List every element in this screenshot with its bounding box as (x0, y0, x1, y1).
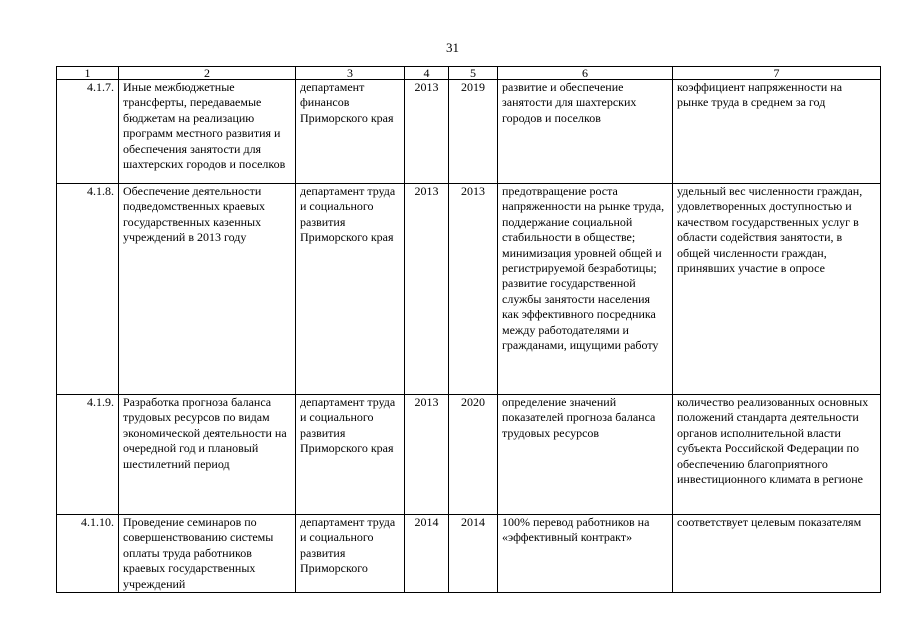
end-year: 2014 (449, 515, 498, 593)
measure-name: Разработка прогноза баланса трудовых ресурсов по видам экономической деятельности на очередной год и плановый шестилетний период (119, 395, 296, 515)
executor-text: департамент труда и социального развития Приморского (300, 515, 396, 576)
end-year: 2013 (449, 184, 498, 395)
column-header-4: 4 (405, 67, 449, 80)
measures-table (56, 66, 881, 593)
indicator: количество реализованных основных положений стандарта деятельности органов исполнительной власти субъекта Российской Федерации по обеспечению благоприятного инвестиционного климата в регионе (673, 395, 881, 515)
expected-result: развитие и обеспечение занятости для шахтерских городов и поселков (498, 80, 673, 184)
table-row (57, 80, 881, 184)
expected-result: предотвращение роста напряженности на рынке труда, поддержание социальной стабильности в обществе; минимизация уровней общей и регистрируемой безработицы; развитие государственной службы занятости населения как эффективного посредника между работодателями и гражданами, ищущими работу (498, 184, 673, 395)
start-year: 2013 (405, 395, 449, 515)
row-number: 4.1.9. (57, 395, 119, 515)
executor (296, 515, 405, 593)
row-number: 4.1.8. (57, 184, 119, 395)
measure-name: Проведение семинаров по совершенствованию системы оплаты труда работников краевых государственных учреждений (119, 515, 296, 593)
expected-result: 100% перевод работников на «эффективный контракт» (498, 515, 673, 593)
executor: департамент труда и социального развития Приморского края (296, 184, 405, 395)
page-number: 31 (446, 40, 459, 55)
measure-name: Иные межбюджетные трансферты, передаваемые бюджетам на реализацию программ местного развития и обеспечения занятости для шахтерских городов и поселков (119, 80, 296, 184)
indicator: соответствует целевым показателям (673, 515, 881, 593)
indicator: удельный вес численности граждан, удовлетворенных доступностью и качеством государственных услуг в области содействия занятости, в общей численности граждан, принявших участие в опросе (673, 184, 881, 395)
start-year: 2013 (405, 80, 449, 184)
measure-name: Обеспечение деятельности подведомственных краевых государственных казенных учреждений в 2013 году (119, 184, 296, 395)
table-row (57, 515, 881, 593)
start-year: 2014 (405, 515, 449, 593)
column-header-3: 3 (296, 67, 405, 80)
expected-result: определение значений показателей прогноза баланса трудовых ресурсов (498, 395, 673, 515)
table-row (57, 184, 881, 395)
column-header-2: 2 (119, 67, 296, 80)
end-year: 2020 (449, 395, 498, 515)
indicator: коэффициент напряженности на рынке труда в среднем за год (673, 80, 881, 184)
column-header-1: 1 (57, 67, 119, 80)
end-year: 2019 (449, 80, 498, 184)
start-year: 2013 (405, 184, 449, 395)
executor: департамент финансов Приморского края (296, 80, 405, 184)
header-row (57, 67, 881, 80)
row-number: 4.1.7. (57, 80, 119, 184)
column-header-5: 5 (449, 67, 498, 80)
column-header-6: 6 (498, 67, 673, 80)
executor: департамент труда и социального развития Приморского края (296, 395, 405, 515)
column-header-7: 7 (673, 67, 881, 80)
row-number: 4.1.10. (57, 515, 119, 593)
table-row (57, 395, 881, 515)
